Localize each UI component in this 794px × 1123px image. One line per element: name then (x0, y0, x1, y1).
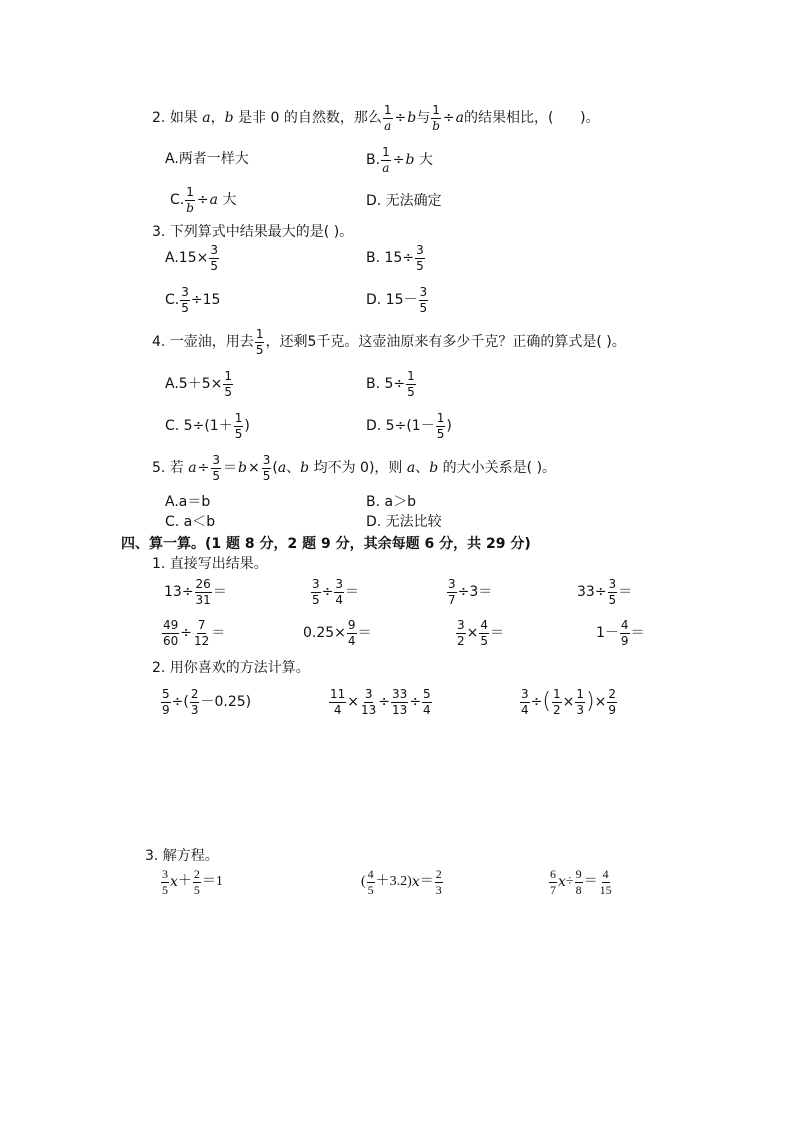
q4-option-a[interactable]: A.5＋5× $\frac{1}{5}$ (165, 369, 232, 399)
calc2-expr-1: $\frac{5}{9}$ ÷ ( $\frac{2}{3}$ －0.25) (162, 687, 252, 717)
q3-option-d[interactable]: D. 15－ $\frac{3}{5}$ (366, 285, 428, 315)
q2-option-b[interactable]: B. $\frac{1}{a}$ ÷ b 大 (366, 145, 433, 175)
calc1-expr-7: $\frac{3}{2}$ × $\frac{4}{5}$ ＝ (457, 618, 505, 648)
calc3-title: 3. 解方程。 (145, 848, 219, 864)
q2-option-d[interactable]: D. 无法确定 (366, 193, 442, 209)
calc1-expr-2: $\frac{3}{5}$ ÷ $\frac{3}{4}$ ＝ (312, 577, 360, 607)
calc2-expr-2: $\frac{11}{4}$ × $\frac{3}{13}$ ÷ $\frac{33}{13}$ ÷ $\frac{5}{4}$ (330, 687, 431, 717)
calc1-expr-3: $\frac{3}{7}$ ÷3＝ (448, 577, 493, 607)
q5-option-a[interactable]: A.a＝b (165, 494, 211, 510)
q3-stem: 3. 下列算式中结果最大的是( )。 (152, 224, 354, 240)
calc1-expr-4: 33÷ $\frac{3}{5}$ ＝ (577, 577, 633, 607)
equation-1: $\frac{3}{5}$ x ＋ $\frac{2}{5}$ ＝1 (162, 867, 223, 897)
calc2-expr-3: $\frac{3}{4}$ ÷ ( $\frac{1}{2}$ × $\frac{1}{3}$ ) × $\frac{2}{9}$ (521, 687, 616, 717)
equation-2: ( $\frac{4}{5}$ ＋3.2) x ＝ $\frac{2}{3}$ (361, 867, 442, 897)
calc2-title: 2. 用你喜欢的方法计算。 (152, 660, 310, 676)
q4-stem: 4. 一壶油，用去 $\frac{1}{5}$ ，还剩5千克。这壶油原来有多少千克？正确的算式是( )。 (152, 327, 626, 357)
calc1-expr-5: $\frac{49}{60}$ ÷ $\frac{7}{12}$ ＝ (163, 618, 226, 648)
q2-option-c[interactable]: C. $\frac{1}{b}$ ÷ a 大 (170, 185, 237, 215)
section-4-title: 四、算一算。(1 题 8 分，2 题 9 分，其余每题 6 分，共 29 分) (121, 536, 531, 552)
q2-stem: 2. 如果 a ， b 是非 0 的自然数，那么 $\frac{1}{a}$ ÷ b 与 $\frac{1}{b}$ ÷ a 的结果相比，( )。 (152, 103, 600, 133)
q4-option-b[interactable]: B. 5÷ $\frac{1}{5}$ (366, 369, 415, 399)
q4-option-d[interactable]: D. 5÷(1－ $\frac{1}{5}$ ) (366, 411, 452, 441)
fraction-1-over-b: $\frac{1}{b}$ (432, 103, 440, 133)
q3-option-a[interactable]: A.15× $\frac{3}{5}$ (165, 243, 218, 273)
calc1-title: 1. 直接写出结果。 (152, 556, 268, 572)
calc1-expr-1: 13÷ $\frac{26}{31}$ ＝ (164, 577, 227, 607)
q4-option-c[interactable]: C. 5÷(1＋ $\frac{1}{5}$ ) (165, 411, 250, 441)
fraction-1-over-a: $\frac{1}{a}$ (383, 103, 392, 133)
calc1-expr-6: 0.25× $\frac{9}{4}$ ＝ (303, 618, 372, 648)
q3-option-c[interactable]: C. $\frac{3}{5}$ ÷15 (165, 285, 221, 315)
equation-3: $\frac{6}{7}$ x ÷ $\frac{9}{8}$ ＝ $\frac{4}{15}$ (550, 867, 612, 897)
q5-option-d[interactable]: D. 无法比较 (366, 514, 442, 530)
q2-option-a[interactable]: A.两者一样大 (165, 151, 249, 167)
q5-stem: 5. 若 a ÷ $\frac{3}{5}$ ＝ b × $\frac{3}{5}$ ( a 、 b 均不为 0)，则 a 、 b 的大小关系是( )。 (152, 453, 557, 483)
calc1-expr-8: 1－ $\frac{4}{9}$ ＝ (596, 618, 645, 648)
q5-option-b[interactable]: B. a＞b (366, 494, 416, 510)
q3-option-b[interactable]: B. 15÷ $\frac{3}{5}$ (366, 243, 424, 273)
q5-option-c[interactable]: C. a＜b (165, 514, 216, 530)
